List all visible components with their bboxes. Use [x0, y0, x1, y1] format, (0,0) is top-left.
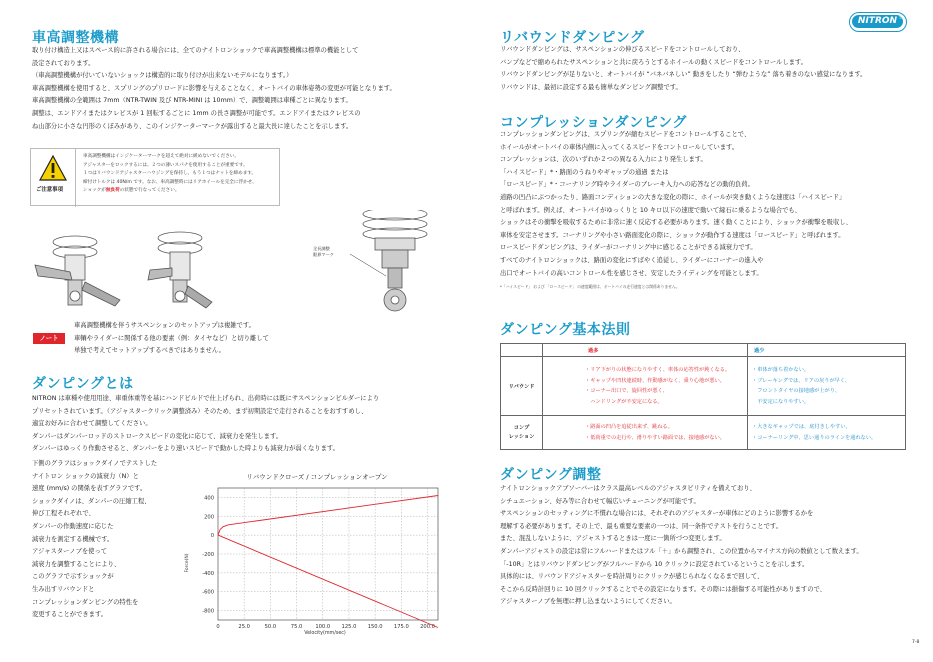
heading-compression: コンプレッションダンピング: [500, 115, 687, 131]
chart-y-tick: 0: [210, 533, 214, 540]
chart-series-compression: [218, 496, 438, 536]
chart-x-tick: 200.0: [420, 624, 435, 630]
warning-label: ご注意事項: [36, 187, 63, 193]
col-header-deficit: 過少: [748, 344, 906, 357]
figure-label: 全長調整 限界マーク: [313, 246, 334, 257]
chart-x-tick: 100.0: [315, 624, 331, 630]
footnote: *「ハイスピード」 および 「ロースピード」 の速度範囲は、オートバイの走行速度とは関係ありません。: [500, 284, 680, 289]
chart-x-tick: 50.0: [264, 624, 277, 630]
heading-damping-rules: ダンピング基本法則: [500, 322, 631, 338]
para-height-adjuster: 取り付け構造上又はスペース的に許される場合には、全てのナイトロンショックで車高調整機構は標準の機能として 設定されております。 （車高調整機構が付いていないショックは構造的に取り付けが出来ないモデルになります。） 車高調整機構を使用すると、スプリングのプリロードに影響を与えることなく、オートバイの車体姿勢の変更が可能となります。 車高調整機構の全範囲は 7mm（NTR-TWIN 及び NTR-MINI は 10mm）で、調整範囲は車種ごとに異なります。 調整は、エンドアイまたはクレビスが 1 回転するごとに 1mm の長さ調整が可能です。エンドアイまたはクレビスの ね山部分に小さな円形のくぼみがあり、このインジケーターマークが露出すると最大長に達したことを示します。: [32, 47, 396, 130]
col-header-excess: 過多: [543, 344, 748, 357]
chart-x-tick: 0: [216, 624, 220, 630]
note-text: 車高調整機構を伴うサスペンションのセットアップは複雑です。 車輌やライダーに関係する他の要素（例：タイヤなど）と切り離して 単独で考えてセットアップするべきではありません。: [74, 322, 269, 355]
heading-height-adjuster: 車高調整機構: [32, 30, 119, 46]
damping-rules-table: [500, 343, 906, 450]
spanner-illustration-2: [148, 232, 212, 308]
para-damping-adjust: ナイトロンショックアブソーバーはクラス最高レベルのアジャスタビリティを備えており、 シチュエーション、好み等に合わせて幅広いチューニングが可能です。 サスペンションのセッティングに不慣れな場合には、それぞれのアジャスターが車体にどのように影響するかを 理解する必要があります。その上で、最も重要な要素の一つは、同一条件でテストを行うことです。 また、混乱しないように、アジャストするときは一度に一箇所づつ変更します。 ダンパーアジャストの設定は常にフルハードまたはフル「＋」から調整され、この位置からマイナス方向の数値として数えます。 「-10R」とはリバウンドダンピングがフルハードから 10 クリックに設定されているということを示します。 具体的には、リバウンドアジャスターを時計周りにクリックが感じられなくなるまで回して、 そこから反時計回りに 10 回クリックすることでその設定になります。その際には損傷する可能性がありますので、 アジャスターノブを無理に押し込まないようにしてください。: [500, 485, 863, 606]
chart-x-tick: 25.0: [238, 624, 250, 630]
table-row: リバウンド ・リア下がりの状態になりやすく、車体の応答性が鈍くなる。 ・ギャップや凹状連続時、作動感がなく、乗り心地が悪い。 ・コーナー出口で、旋回性が悪く、 ハンドリングが不安定になる。 ・車体が落ち着かない。 ・ブレーキングでは、リアの戻りが早く、 フロントタイヤの接地感が上がり、 不安定になりやすい。: [501, 357, 906, 416]
chart-y-tick: 200: [204, 514, 214, 521]
warning-emphasis: 無負荷: [105, 188, 120, 193]
chart-x-tick: 150.0: [367, 624, 383, 630]
heading-rebound: リバウンドダンピング: [500, 30, 645, 46]
warning-icon: [39, 155, 67, 181]
para-dyno: 下側のグラフはショックダイノでテストした ナイトロン ショックの減衰力（N）と 速度 (mm/s) の関係を表すグラフです。 ショックダイノは、ダンパーの圧縮工程、 伸び工程それぞれで、 ダンパーの作動速度に応じた 減衰力を測定する機械です。 アジャスターノブを使って 減衰力を調整することにより、 このグラフで示すショックが 生み出すリバウンドと コンプレッションダンピングの特性を 変更することができます。: [32, 460, 158, 619]
heading-damping: ダンピングとは: [32, 376, 134, 392]
warning-box: [30, 148, 280, 206]
chart-y-tick: -200: [202, 552, 214, 558]
chart-title: リバウンドクローズ / コンプレッションオープン: [246, 473, 388, 481]
para-compression: コンプレッションダンピングは、スプリングが縮むスピードをコントロールすることで、 ホイールがオートバイの車体内側に入ってくるスピードをコントロールしています。 コンプレッションは、次のいずれか２つの異なる入力により発生します。 「ハイスピード」*・路面のうねりやギャップの通過 または 「ロースピード」*・コーナリング時やライダーのブレーキ入力への応答などの動的負荷。 道路の凹凸にぶつかったり、路面コンディションの大きな変化の際に、ホイールが突き動くような速度は「ハイスピード」 と呼ばれます。例えば、オートバイがゆっくりと 10 キロ以下の速度で動いて縁石に乗るような場合でも、 ショックはその衝撃を吸収するために非常に速く反応する必要があります。速く動くことにより、ショックが衝撃を吸収し、 車体を安定させます。コーナリングや小さい路面変化の際に、ショックが動作する速度は「ロースピード」と呼ばれます。 ロースピードダンピングは、ライダーがコーナリング中に感じることができる減衰力です。 すべてのナイトロンショックは、路面の変化にすばやく追従し、ライダーにコーナーの進入や 出口でオートバイの高いコントロール性を感じさせ、安定したライディングを可能とします。: [500, 131, 852, 277]
page-number: 7-8: [912, 640, 920, 645]
chart-y-tick: -800: [202, 608, 214, 615]
chart-series-rebound: [218, 535, 438, 627]
para-damping: NITRON は車種や使用用途、車重体重等を基にハンドビルドで仕上げられ、出荷時には既にサスペンションビルダーにより プリセットされています。（アジャスタークリック調整済み）そのため、まず初期設定で走行されることをおすすめし、 適宜お好みに合わせて調整してください。 ダンパーはダンパーロッドのストロークスピードの変化に応じて、減衰力を発生します。 ダンパーはゆっくり作動させると、ダンパーをより速いスピードで動かした時よりも減衰力が弱くなります。: [32, 395, 380, 453]
note-label: ノート: [33, 333, 65, 344]
nitron-logo: NITRON TM: [849, 12, 907, 32]
chart-y-tick: -600: [202, 589, 214, 596]
chart-ylabel: Force(N): [185, 553, 190, 573]
chart-xlabel: Velocity(mm/sec): [304, 631, 346, 636]
damping-chart: [180, 468, 445, 640]
chart-x-tick: 175.0: [393, 624, 409, 630]
chart-y-tick: -400: [202, 570, 214, 577]
shock-end-eye-illustration: [350, 210, 427, 311]
warning-text: 車高調整機構はインジケーターマークを超えて絶対に緩めないでください。 アジャスターをロックするには、２つの薄いスパナを使用することが重要です。 １つはリバウンドアジャスターハウジングを保持し、もう１つはナットを締めます。 締付けトルクは 40N/m です。なお、車高調整時にはリアホイールを完全に浮かせ、 ショックが無負荷の状態で行なってください。: [83, 154, 257, 193]
chart-y-tick: 400: [204, 495, 214, 502]
heading-damping-adjust: ダンピング調整: [500, 467, 602, 483]
table-row: コンプ レッション ・路面の凹凸を追従出来ず、跳ねる。 ・低荷重での走行や、滑りやすい路面では、接地感がない。 ・大きなギャップでは、底付きしやすい。 ・コーナーリング中、思い通りのラインを通れない。: [501, 416, 906, 450]
spanner-illustration-1: [35, 236, 120, 306]
para-rebound: リバウンドダンピングは、サスペンションの伸びるスピードをコントロールしており、 バンプなどで縮められたサスペンションと共に戻ろうとするホイールの動くスピードをコントロールします。 リバウンドダンピングが足りないと、オートバイが “バネバネしい” 動きをしたり “弾むような” 落ち着きのない感覚になります。 リバウンドは、最初に設定する最も簡単なダンピング調整です。: [500, 46, 867, 91]
chart-x-tick: 125.0: [341, 624, 357, 630]
chart-x-tick: 75.0: [290, 624, 303, 630]
adjuster-illustrations: [30, 210, 430, 315]
